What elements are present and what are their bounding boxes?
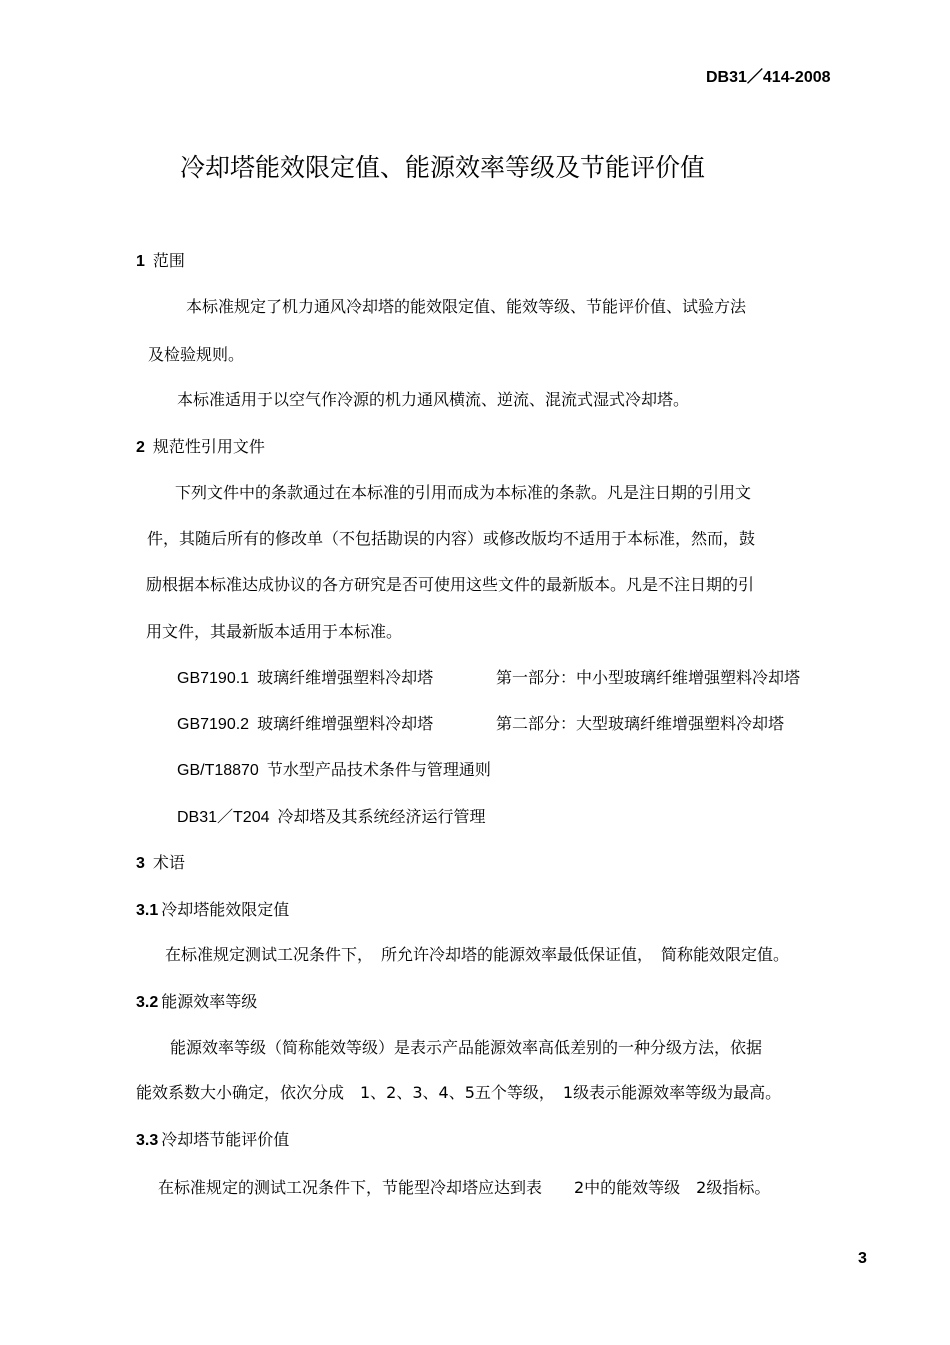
normative-reference xyxy=(177,804,486,827)
subsection-number: 3.1 xyxy=(136,902,159,919)
subsection-number: 3.3 xyxy=(136,1132,159,1149)
reference-code: GB7190.1 xyxy=(177,670,250,687)
section-title: 术语 xyxy=(152,853,185,872)
reference-code: DB31／T204 xyxy=(177,809,270,826)
document-title: 冷却塔能效限定值、能源效率等级及节能评价值 xyxy=(180,153,706,182)
reference-part: 第一部分：中小型玻璃纤维增强塑料冷却塔 xyxy=(496,668,801,687)
section-1-paragraph-1-line-1: 本标准规定了机力通风冷却塔的能效限定值、能效等级、节能评价值、试验方法 xyxy=(186,297,747,316)
subsection-number: 3.2 xyxy=(136,994,159,1011)
section-2-paragraph-line-3: 励根据本标准达成协议的各方研究是否可使用这些文件的最新版本。凡是不注日期的引 xyxy=(146,575,755,594)
subsection-3-3-text: 在标准规定的测试工况条件下，节能型冷却塔应达到表 2中的能效等级 2级指标。 xyxy=(158,1178,771,1197)
section-title: 规范性引用文件 xyxy=(152,437,265,456)
subsection-3-3-heading xyxy=(136,1127,289,1150)
section-number: 1 xyxy=(136,253,145,270)
section-1-paragraph-1-line-2: 及检验规则。 xyxy=(148,345,245,364)
section-2-paragraph-line-2: 件，其随后所有的修改单（不包括勘误的内容）或修改版均不适用于本标准，然而，鼓 xyxy=(147,529,756,548)
reference-part: 第二部分：大型玻璃纤维增强塑料冷却塔 xyxy=(496,714,785,733)
subsection-3-1-text: 在标准规定测试工况条件下， 所允许冷却塔的能源效率最低保证值， 简称能效限定值。 xyxy=(165,945,790,964)
section-2-heading xyxy=(136,434,265,457)
section-number: 3 xyxy=(136,855,145,872)
subsection-title: 能源效率等级 xyxy=(161,992,258,1011)
document-code: DB31／414-2008 xyxy=(706,69,831,86)
reference-title: 节水型产品技术条件与管理通则 xyxy=(266,760,491,779)
section-number: 2 xyxy=(136,439,145,456)
subsection-title: 冷却塔能效限定值 xyxy=(161,900,290,919)
section-2-paragraph-line-4: 用文件，其最新版本适用于本标准。 xyxy=(146,622,403,641)
reference-code: GB/T18870 xyxy=(177,762,259,779)
section-1-paragraph-2: 本标准适用于以空气作冷源的机力通风横流、逆流、混流式湿式冷却塔。 xyxy=(177,390,690,409)
reference-code: GB7190.2 xyxy=(177,716,250,733)
page-number: 3 xyxy=(858,1250,867,1267)
reference-title: 玻璃纤维增强塑料冷却塔 xyxy=(257,668,434,687)
reference-title: 玻璃纤维增强塑料冷却塔 xyxy=(257,714,434,733)
reference-title: 冷却塔及其系统经济运行管理 xyxy=(277,807,486,826)
subsection-3-2-line-1: 能源效率等级（简称能效等级）是表示产品能源效率高低差别的一种分级方法，依据 xyxy=(170,1038,763,1057)
normative-reference xyxy=(177,757,491,780)
section-1-heading xyxy=(136,248,185,271)
normative-reference xyxy=(177,711,433,734)
subsection-3-2-line-2: 能效系数大小确定，依次分成 1、2、3、4、5五个等级， 1级表示能源效率等级为最高。 xyxy=(136,1083,782,1102)
subsection-3-2-heading xyxy=(136,989,257,1012)
subsection-title: 冷却塔节能评价值 xyxy=(161,1130,290,1149)
section-3-heading xyxy=(136,850,185,873)
section-title: 范围 xyxy=(152,251,185,270)
section-2-paragraph-line-1: 下列文件中的条款通过在本标准的引用而成为本标准的条款。凡是注日期的引用文 xyxy=(175,483,752,502)
subsection-3-1-heading xyxy=(136,897,289,920)
normative-reference xyxy=(177,665,433,688)
